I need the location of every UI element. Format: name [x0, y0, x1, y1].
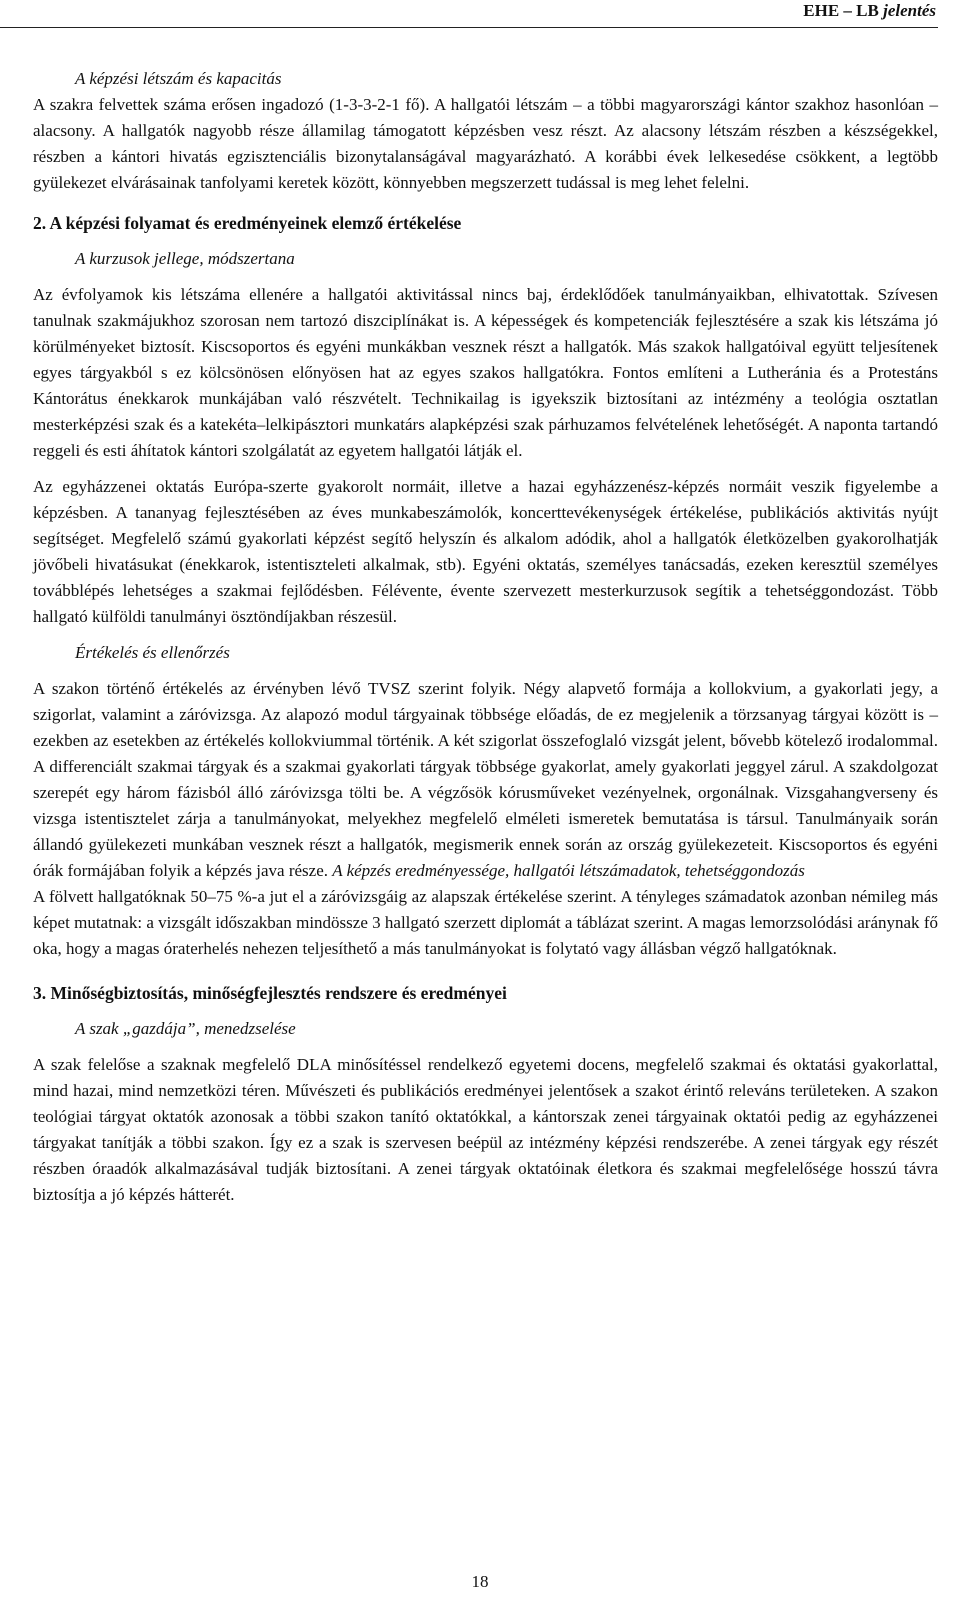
section-title-kurzusok: A kurzusok jellege, módszertana: [75, 249, 295, 268]
paragraph-gazda: A szak felelőse a szaknak megfelelő DLA minősítéssel rendelkező egyetemi docens, megfelelő szakmai és oktatási gyakorlattal, mind hazai, mind nemzetközi téren. Művészeti és publikációs eredményei jelentősek a szakot érintő releváns területeken. A szakon teológiai tárgyat oktatók azonosak a többi szakon tanító oktatókkal, a kántorszak zenei tárgyainak oktatói pedig az egyházzenei tárgyakat tanítják a többi szakon. Így ez a szak is szervesen beépül az intézmény képzési rendszerébe. A zenei tárgyak egy részét részben óraadók alkalmazásával tudják biztosítani. A zenei tárgyak oktatóinak életkora és szakmai megfelelősége hosszú távra biztosítja a jó képzés hátterét.: [33, 1055, 938, 1204]
heading-2: 2. A képzési folyamat és eredményeinek elemző értékelése: [33, 213, 462, 233]
header-label: EHE – LB: [803, 1, 879, 20]
paragraph-kurzusok-1: Az évfolyamok kis létszáma ellenére a hallgatói aktivitással nincs baj, érdeklődőek tanulmányaikban, elhivatottak. Szívesen tanulnak szakmájukhoz szorosan nem tartozó diszciplínákat is. A képességek és kompetenciák fejlesztésére a szak kis létszáma jó körülményeket biztosít. Kiscsoportos és egyéni munkákban vesznek részt a hallgatók. Más szakok hallgatóival együtt teljesítenek egyes tárgyakból s ez kölcsönösen előnyösen hat az egyes szakos hallgatókra. Fontos említeni a Lutheránia és a Protestáns Kántorátus énekkarok munkájában való részvételt. Technikailag is igyekszik biztosítani az intézmény a teológia osztatlan mesterképzési szak és a katekéta–lelkipásztori munkatárs alapképzési szak párhuzamos felvételének lehetőségét. A naponta tartandó reggeli és esti áhítatok kántori szolgálatát az egyetem hallgatói látják el.: [33, 285, 938, 460]
page-header: [803, 0, 936, 22]
paragraph-ertekeles: [33, 676, 938, 884]
section-title-ertekeles: Értékelés és ellenőrzés: [75, 643, 230, 662]
header-label-italic: jelentés: [883, 1, 936, 20]
header-rule: [0, 27, 938, 28]
section-title-eredmeny: A képzés eredményessége, hallgatói létszámadatok, tehetséggondozás: [332, 861, 805, 880]
paragraph-ertekeles-text: A szakon történő értékelés az érvényben lévő TVSZ szerint folyik. Négy alapvető formája a kollokvium, a gyakorlati jegy, a szigorlat, valamint a záróvizsga. Az alapozó modul tárgyainak többsége előadás, de ez megjelenik a törzsanyag tárgyai között is – ezekben az esetekben az értékelés kollokviummal történik. A két szigorlat összefoglaló vizsgát jelent, bővebb kötelező irodalommal. A differenciált szakmai tárgyak és a szakmai gyakorlati tárgyak többsége gyakorlat, amely gyakorlati jeggyel zárul. A szakdolgozat szerepét egy három fázisból álló záróvizsga tölti be. A végzősök kórusműveket vezényelnek, orgonálnak. Vizsgahangverseny és vizsga istentisztelet zárja a tanulmányokat, melyekhez megfelelő elméleti ismeretek bemutatása is társul. Tanulmányaik során állandó gyülekezeti munkában vesznek részt a hallgatók, megismerik ennek során az ország gyülekezeteit. Kiscsoportos és egyéni órák formájában folyik a képzés java része.: [33, 679, 938, 880]
paragraph-kurzusok-2: Az egyházzenei oktatás Európa-szerte gyakorolt normáit, illetve a hazai egyházzenész-képzés normáit veszik figyelembe a képzésben. A tananyag fejlesztésében az éves munkabeszámolók, koncerttevékenységek értékelése, publikációs aktivitás nyújt segítséget. Megfelelő számú gyakorlati képzést segítő helyszín és alkalom adódik, ahol a hallgatók életközelben gyakorolhatják jövőbeli hivatásukat (énekkarok, istentiszteleti alkalmak, stb). Egyéni oktatás, személyes tanácsadás, ezeken keresztül személyes továbblépés lehetséges a szakmai fejlődésben. Félévente, évente szervezett mesterkurzusok segítik a tehetséggondozást. Több hallgató külföldi tanulmányi ösztöndíjakban részesül.: [33, 477, 938, 626]
document-body: [33, 66, 938, 1208]
heading-3: 3. Minőségbiztosítás, minőségfejlesztés rendszere és eredményei: [33, 983, 507, 1003]
section-title-kepzesi-letszam: A képzési létszám és kapacitás: [75, 69, 282, 88]
paragraph-eredmeny: A fölvett hallgatóknak 50–75 %-a jut el a záróvizsgáig az alapszak értékelése szerint. A tényleges számadatok azonban némileg más képet mutatnak: a vizsgált időszakban mindössze 3 hallgató szerzett diplomát a táblázat szerint. A magas lemorzsolódási aránynak fő oka, hogy a magas óraterhelés nehezen teljesíthető a más tanulmányokat is folytató vagy állásban végző hallgatóknak.: [33, 887, 938, 958]
section-title-gazda: A szak „gazdája”, menedzselése: [75, 1019, 296, 1038]
paragraph-kepzesi-letszam: A szakra felvettek száma erősen ingadozó (1-3-3-2-1 fő). A hallgatói létszám – a többi magyarországi kántor szakhoz hasonlóan – alacsony. A hallgatók nagyobb része államilag támogatott képzésben vesz részt. Az alacsony létszám részben a készségekkel, részben a kántori hivatás egzisztenciális bizonytalanságával magyarázható. A korábbi évek lelkesedése csökkent, a legtöbb gyülekezet elvárásainak tanfolyami keretek között, könnyebben megszerzett tudással is meg lehet felelni.: [33, 95, 938, 192]
page-number: 18: [471, 1572, 489, 1591]
